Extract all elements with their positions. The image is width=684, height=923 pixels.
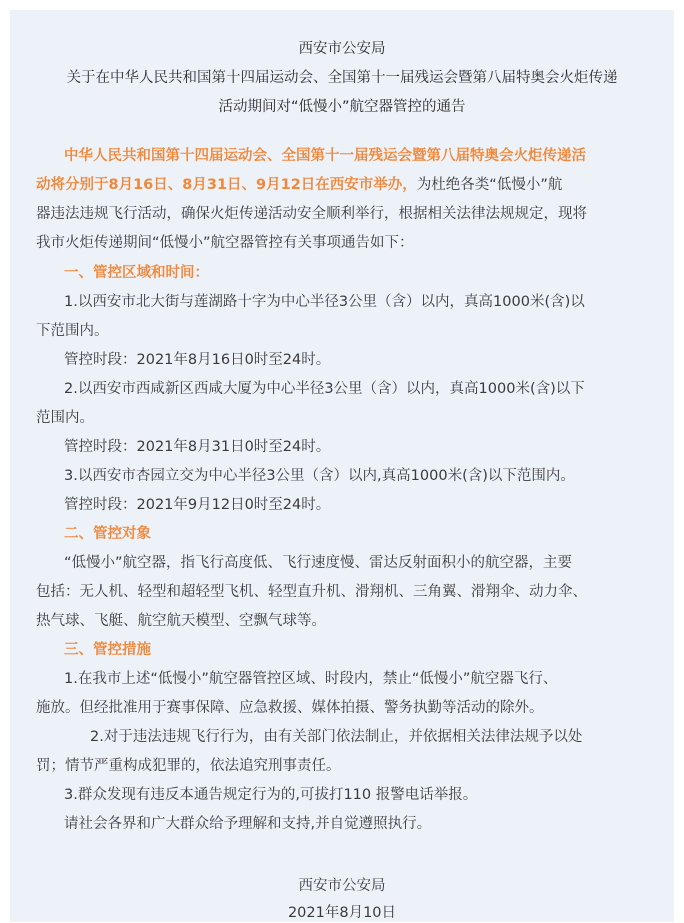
notice-title-line-1: 关于在中华人民共和国第十四届运动会、全国第十一届残运会暨第八届特奥会火炬传递	[66, 70, 618, 86]
intro-line-3: 器违法违规飞行活动，确保火炬传递活动安全顺利举行，根据相关法律法规规定，现将	[36, 206, 587, 222]
zone-1-line-1: 1.以西安市北大街与莲湖路十字为中心半径3公里（含）以内，真高1000米(含)以	[64, 294, 585, 310]
zone-3-time: 管控时段：2021年9月12日0时至24时。	[64, 497, 331, 513]
targets-line-2: 包括：无人机、轻型和超轻型飞机、轻型直升机、滑翔机、三角翼、滑翔伞、动力伞、	[36, 584, 587, 600]
measure-1-line-2: 施放。但经批准用于赛事保障、应急救援、媒体拍摄、警务执勤等活动的除外。	[36, 700, 544, 716]
section-2-heading: 二、管控对象	[64, 526, 151, 542]
measure-3: 3.群众发现有违反本通告规定行为的,可拔打110 报警电话举报。	[64, 787, 478, 803]
zone-1-line-2: 下范围内。	[36, 323, 109, 339]
section-3-heading: 三、管控措施	[64, 642, 151, 658]
notice-document	[10, 10, 674, 922]
section-1-heading: 一、管控区域和时间：	[64, 265, 209, 281]
signature-date: 2021年8月10日	[287, 905, 397, 921]
intro-highlight-line-2: 动将分别于8月16日、8月31日、9月12日在西安市举办，	[36, 177, 417, 193]
issuing-agency: 西安市公安局	[298, 41, 386, 57]
closing-statement: 请社会各界和广大群众给予理解和支持,并自觉遵照执行。	[64, 816, 432, 832]
intro-line-2-rest: 为杜绝各类“低慢小”航	[416, 177, 563, 193]
zone-2-line-2: 范围内。	[36, 410, 94, 426]
targets-line-3: 热气球、飞艇、航空航天模型、空飘气球等。	[36, 613, 326, 629]
measure-1-line-1: 1.在我市上述“低慢小”航空器管控区域、时段内，禁止“低慢小”航空器飞行、	[64, 671, 558, 687]
measure-2-line-1: 2.对于违法违规飞行行为，由有关部门依法制止，并依据相关法律法规予以处	[90, 729, 583, 745]
targets-line-1: “低慢小”航空器，指飞行高度低、飞行速度慢、雷达反射面积小的航空器，主要	[64, 555, 573, 571]
notice-title-line-2: 活动期间对“低慢小”航空器管控的通告	[218, 99, 466, 115]
zone-2-line-1: 2.以西安市西咸新区西咸大厦为中心半径3公里（含）以内，真高1000米(含)以下	[64, 381, 585, 397]
intro-line-4: 我市火炬传递期间“低慢小”航空器管控有关事项通告如下：	[36, 235, 414, 251]
intro-line-2	[36, 175, 562, 195]
zone-3-line-1: 3.以西安市杏园立交为中心半径3公里（含）以内,真高1000米(含)以下范围内。	[64, 468, 575, 484]
measure-2-line-2: 罚；情节严重构成犯罪的，依法追究刑事责任。	[36, 758, 341, 774]
signature-agency: 西安市公安局	[298, 878, 386, 894]
zone-1-time: 管控时段：2021年8月16日0时至24时。	[64, 352, 331, 368]
zone-2-time: 管控时段：2021年8月31日0时至24时。	[64, 439, 331, 455]
intro-highlight-line-1: 中华人民共和国第十四届运动会、全国第十一届残运会暨第八届特奥会火炬传递活	[64, 148, 586, 164]
